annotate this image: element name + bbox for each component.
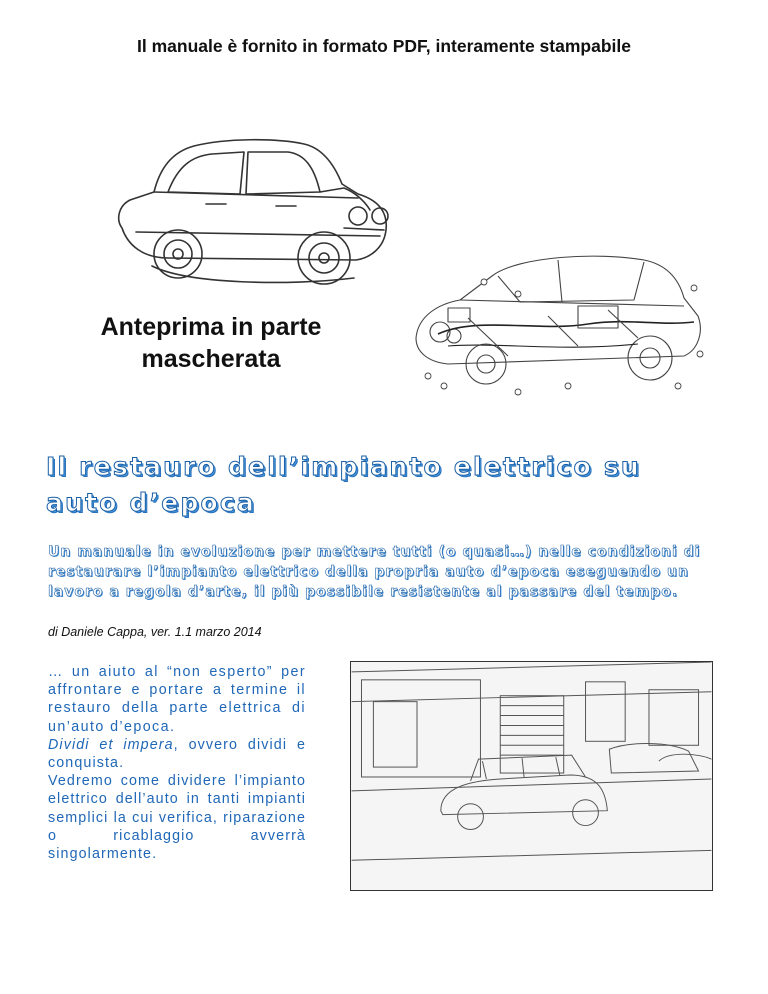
- subtitle: Un manuale in evoluzione per mettere tutti (o quasi…) nelle condizioni di restaurare l’impianto elettrico della propria auto d’epoca eseguendo un lavoro a regola d’arte, il più possibile resistente al passare del tempo.: [48, 544, 701, 600]
- preview-label: Anteprima in parte mascherata: [100, 313, 322, 373]
- intro-closing: Vedremo come dividere l’impianto elettrico dell’auto in tanti impianti semplici la cui verifica, riparazione o ricablaggio avverrà singolarmente.: [48, 773, 306, 863]
- header-note: Il manuale è fornito in formato PDF, interamente stampabile: [137, 36, 631, 56]
- intro-lead: … un aiuto al “non esperto” per affrontare e portare a termine il restauro della parte elettrica di un’auto d’epoca.: [48, 664, 306, 735]
- vintage-car-illustration: [108, 108, 398, 303]
- intro-paragraph: [48, 663, 306, 863]
- intro-continuation: , ovvero dividi e conquista.: [48, 736, 307, 772]
- byline: di Daniele Cappa, ver. 1.1 marzo 2014: [48, 625, 262, 639]
- street-photo: [350, 661, 713, 891]
- page-title: Il restauro dell’impianto elettrico su auto d’epoca: [46, 452, 641, 517]
- electrical-diagram-illustration: [408, 246, 708, 398]
- intro-italic-phrase: Dividi et impera: [48, 736, 174, 753]
